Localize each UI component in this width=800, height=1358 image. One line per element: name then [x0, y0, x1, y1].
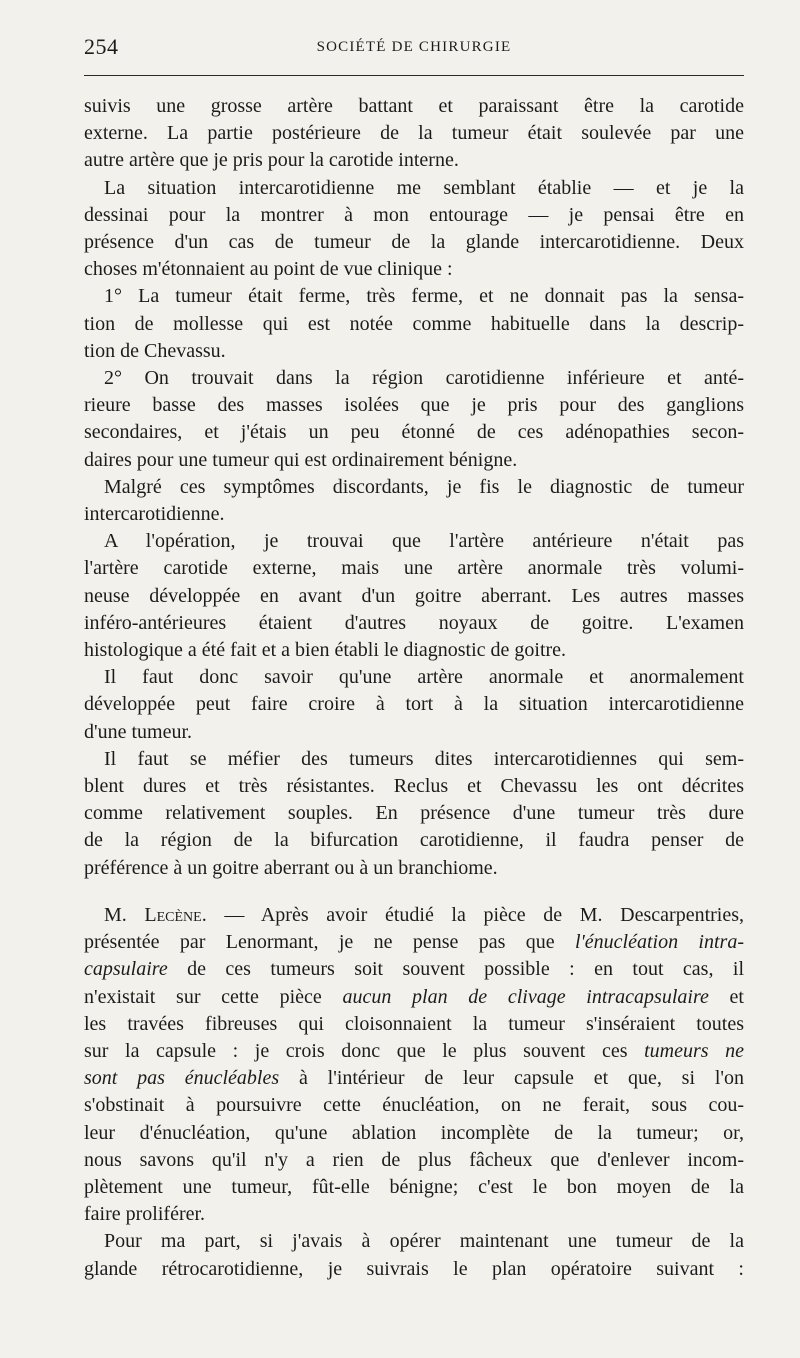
text-line: plètement une tumeur, fût-elle bénigne; c'est le bon moyen de la	[84, 1175, 744, 1198]
text-line	[84, 956, 744, 983]
italic-segment: l'énucléation intra-	[574, 931, 744, 954]
text-line: autre artère que je pris pour la carotide interne.	[84, 149, 459, 172]
text-line: développée peut faire croire à tort à la situation intercarotidienne	[84, 693, 744, 716]
text-segment: n'existait sur cette pièce	[84, 985, 343, 1008]
text-line: La situation intercarotidienne me semblant établie — et je la	[104, 176, 744, 199]
text-line: faire proliférer.	[84, 1203, 206, 1226]
text-line: suivis une grosse artère battant et paraissant être la carotide	[84, 95, 744, 117]
text-line: Malgré ces symptômes discordants, je fis le diagnostic de tumeur	[104, 475, 744, 498]
italic-segment: aucun plan de clivage intracapsulaire	[342, 985, 709, 1008]
text-line: intercarotidienne.	[84, 503, 225, 526]
text-line: choses m'étonnaient au point de vue clinique :	[84, 258, 453, 281]
body-text	[84, 93, 744, 1283]
text-segment: sur la capsule : je crois donc que le plus souvent ces	[84, 1039, 645, 1062]
italic-segment: capsulaire	[84, 958, 168, 981]
text-segment: de ces tumeurs soit souvent possible : en tout cas, il	[167, 958, 744, 981]
text-line: 2° On trouvait dans la région carotidienne inférieure et anté-	[104, 367, 744, 390]
italic-segment: sont pas énucléables	[84, 1067, 280, 1090]
speaker-name: M. Lecène.	[104, 903, 207, 926]
italic-segment: tumeurs ne	[644, 1039, 744, 1062]
page-number: 254	[84, 34, 119, 59]
text-line: dessinai pour la montrer à mon entourage — je pensai être en	[84, 203, 744, 226]
text-line: histologique a été fait et a bien établi le diagnostic de goitre.	[84, 639, 567, 662]
text-line: comme relativement souples. En présence d'une tumeur très dure	[84, 802, 744, 825]
text-line: de la région de la bifurcation carotidienne, il faudra penser de	[84, 829, 744, 852]
text-line: A l'opération, je trouvai que l'artère antérieure n'était pas	[104, 530, 744, 553]
text-segment: à l'intérieur de leur capsule et que, si l'on	[279, 1067, 744, 1090]
text-line: secondaires, et j'étais un peu étonné de ces adénopathies secon-	[84, 421, 744, 444]
text-line	[84, 902, 744, 929]
text-line: présence d'un cas de tumeur de la glande intercarotidienne. Deux	[84, 231, 744, 254]
text-line: les travées fibreuses qui cloisonnaient la tumeur s'inséraient toutes	[84, 1012, 744, 1035]
text-line: Pour ma part, si j'avais à opérer maintenant une tumeur de la	[104, 1230, 744, 1253]
text-line	[84, 984, 744, 1011]
text-line: neuse développée en avant d'un goitre aberrant. Les autres masses	[84, 584, 744, 607]
text-line: tion de Chevassu.	[84, 339, 226, 362]
text-line: rieure basse des masses isolées que je pris pour des ganglions	[84, 394, 744, 417]
page-header	[84, 34, 744, 62]
text-line	[84, 1065, 744, 1092]
text-line: d'une tumeur.	[84, 720, 193, 743]
text-line: tion de mollesse qui est notée comme habituelle dans la descrip-	[84, 312, 744, 335]
text-line: nous savons qu'il n'y a rien de plus fâcheux que d'enlever incom-	[84, 1148, 744, 1171]
text-line: s'obstinait à poursuivre cette énucléation, on ne ferait, sous cou-	[84, 1094, 744, 1117]
text-line: glande rétrocarotidienne, je suivrais le plan opératoire suivant :	[84, 1257, 744, 1280]
text-segment: et	[708, 985, 744, 1008]
text-segment: présentée par Lenormant, je ne pense pas que	[84, 931, 575, 954]
text-line: l'artère carotide externe, mais une artère anormale très volumi-	[84, 557, 744, 580]
running-title: SOCIÉTÉ DE CHIRURGIE	[316, 39, 512, 55]
text-line: inféro-antérieures étaient d'autres noyaux de goitre. L'examen	[84, 611, 744, 634]
text-line: externe. La partie postérieure de la tumeur était soulevée par une	[84, 122, 744, 145]
text-line: préférence à un goitre aberrant ou à un branchiome.	[84, 856, 498, 879]
text-line	[84, 1038, 744, 1065]
paragraph-gap	[84, 882, 744, 902]
text-line: Il faut se méfier des tumeurs dites intercarotidiennes qui sem-	[104, 747, 744, 770]
text-line: daires pour une tumeur qui est ordinairement bénigne.	[84, 448, 518, 471]
header-rule	[84, 75, 744, 76]
text-line: blent dures et très résistantes. Reclus et Chevassu les ont décrites	[84, 775, 744, 798]
text-line	[84, 929, 744, 956]
text-line: leur d'énucléation, qu'une ablation incomplète de la tumeur; or,	[84, 1121, 744, 1144]
text-line: 1° La tumeur était ferme, très ferme, et ne donnait pas la sensa-	[104, 285, 744, 308]
text-segment: — Après avoir étudié la pièce de M. Descarpentries,	[206, 903, 745, 926]
text-line: Il faut donc savoir qu'une artère anormale et anormalement	[104, 666, 744, 689]
